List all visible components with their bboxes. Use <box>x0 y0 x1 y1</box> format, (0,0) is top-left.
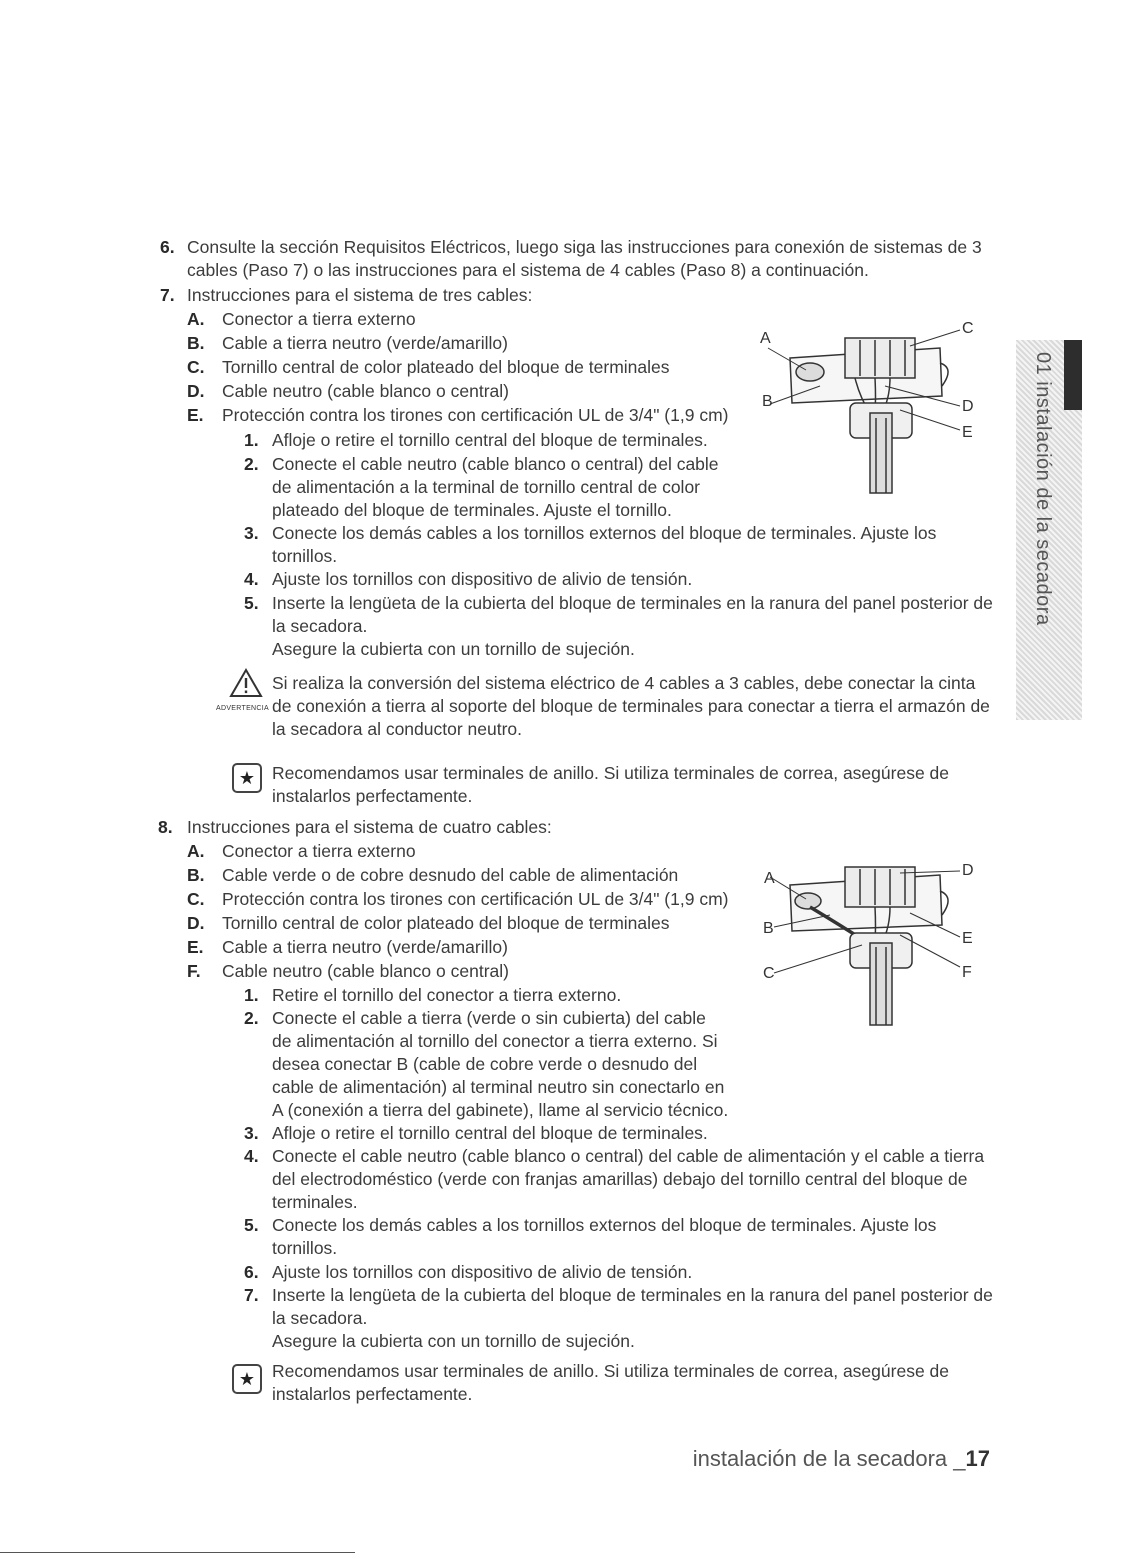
part-text: Cable a tierra neutro (verde/amarillo) <box>222 333 508 353</box>
diagram-label-e: E <box>962 930 973 947</box>
diagram-label-b: B <box>762 393 773 410</box>
note-text: Recomendamos usar terminales de anillo. Si utiliza terminales de correa, asegúrese de <box>272 1361 950 1381</box>
substep-text: desea conectar B (cable de cobre verde o desnudo del <box>272 1054 698 1074</box>
step-7-title: Instrucciones para el sistema de tres cables: <box>187 285 533 305</box>
page-footer <box>693 1446 990 1472</box>
substep-text: Conecte el cable a tierra (verde o sin cubierta) del cable <box>272 1008 706 1028</box>
substep-text: plateado del bloque de terminales. Ajuste el tornillo. <box>272 500 672 520</box>
substep-text: Conecte el cable neutro (cable blanco o central) del cable de alimentación y el cable a tierra <box>272 1146 985 1166</box>
diagram-label-a: A <box>764 870 775 887</box>
warning-text: de conexión a tierra al soporte del bloque de terminales para conectar a tierra el armazón de <box>272 696 990 716</box>
part-letter: B. <box>187 333 205 353</box>
part-letter: C. <box>187 357 205 377</box>
substep-text: Conecte los demás cables a los tornillos externos del bloque de terminales. Ajuste los <box>272 523 937 543</box>
four-wire-terminal-block-diagram <box>750 855 990 1035</box>
bottom-rule <box>0 1552 355 1553</box>
substep-text: A (conexión a tierra del gabinete), llame al servicio técnico. <box>272 1100 729 1120</box>
substep-number: 7. <box>244 1285 259 1305</box>
part-text: Conector a tierra externo <box>222 309 416 329</box>
note-text: instalarlos perfectamente. <box>272 786 473 806</box>
substep-number: 5. <box>244 593 259 613</box>
substep-text: Conecte el cable neutro (cable blanco o central) del cable <box>272 454 719 474</box>
substep-text: Conecte los demás cables a los tornillos externos del bloque de terminales. Ajuste los <box>272 1215 937 1235</box>
warning-text: la secadora al conductor neutro. <box>272 719 523 739</box>
part-text: Conector a tierra externo <box>222 841 416 861</box>
substep-text: Afloje o retire el tornillo central del bloque de terminales. <box>272 1123 708 1143</box>
diagram-label-a: A <box>760 330 771 347</box>
substep-number: 4. <box>244 1146 259 1166</box>
part-text: Cable verde o de cobre desnudo del cable de alimentación <box>222 865 679 885</box>
step-7-number: 7. <box>160 285 175 305</box>
substep-number: 1. <box>244 430 259 450</box>
part-letter: A. <box>187 309 205 329</box>
substep-text: la secadora. <box>272 616 368 636</box>
diagram-label-d: D <box>962 398 974 415</box>
three-wire-terminal-block-diagram <box>750 318 990 498</box>
part-text: Cable neutro (cable blanco o central) <box>222 961 509 981</box>
part-letter: F. <box>187 961 201 981</box>
substep-number: 4. <box>244 569 259 589</box>
page-number: 17 <box>965 1446 990 1471</box>
step-6-number: 6. <box>160 237 175 257</box>
substep-text: Ajuste los tornillos con dispositivo de alivio de tensión. <box>272 1262 693 1282</box>
substep-text: Afloje o retire el tornillo central del bloque de terminales. <box>272 430 708 450</box>
note-text: Recomendamos usar terminales de anillo. Si utiliza terminales de correa, asegúrese de <box>272 763 950 783</box>
substep-text: Inserte la lengüeta de la cubierta del bloque de terminales en la ranura del panel posterior de <box>272 1285 993 1305</box>
footer-section-title: instalación de la secadora _ <box>692 1446 966 1471</box>
substep-text: de alimentación al tornillo del conector a tierra externo. Si <box>272 1031 718 1051</box>
substep-text: cable de alimentación) al terminal neutro sin conectarlo en <box>272 1077 725 1097</box>
diagram-label-c: C <box>763 965 775 982</box>
step-6-line-2: cables (Paso 7) o las instrucciones para el sistema de 4 cables (Paso 8) a continuación. <box>187 260 869 280</box>
substep-number: 5. <box>244 1215 259 1235</box>
substep-number: 2. <box>244 1008 259 1028</box>
part-text: Cable neutro (cable blanco o central) <box>222 381 509 401</box>
diagram-label-e: E <box>962 424 973 441</box>
warning-icon <box>229 668 263 698</box>
substep-text: de alimentación a la terminal de tornillo central de color <box>272 477 701 497</box>
part-letter: C. <box>187 889 205 909</box>
substep-text: tornillos. <box>272 546 338 566</box>
substep-number: 3. <box>244 523 259 543</box>
step-6-line-1: Consulte la sección Requisitos Eléctricos, luego siga las instrucciones para conexión de sistemas de 3 <box>187 237 982 257</box>
substep-text: del electrodoméstico (verde con franjas amarillas) debajo del tornillo central del bloque de <box>272 1169 968 1189</box>
chapter-side-tab-label: 01 instalación de la secadora <box>1032 352 1054 626</box>
part-letter: A. <box>187 841 205 861</box>
note-text: instalarlos perfectamente. <box>272 1384 473 1404</box>
part-letter: D. <box>187 381 205 401</box>
substep-number: 3. <box>244 1123 259 1143</box>
diagram-label-d: D <box>962 862 974 879</box>
part-text: Protección contra los tirones con certificación UL de 3/4" (1,9 cm) <box>222 405 729 425</box>
substep-text: Asegure la cubierta con un tornillo de sujeción. <box>272 1331 635 1351</box>
part-text: Tornillo central de color plateado del bloque de terminales <box>222 357 670 377</box>
substep-text: tornillos. <box>272 1238 338 1258</box>
warning-label: ADVERTENCIA <box>216 705 269 712</box>
substep-number: 6. <box>244 1262 259 1282</box>
chapter-side-tab-marker <box>1064 340 1082 410</box>
warning-text: Si realiza la conversión del sistema eléctrico de 4 cables a 3 cables, debe conectar la cinta <box>272 673 976 693</box>
substep-text: Asegure la cubierta con un tornillo de sujeción. <box>272 639 635 659</box>
diagram-label-b: B <box>763 920 774 937</box>
note-icon: ★ <box>232 763 262 793</box>
step-8-number: 8. <box>158 817 173 837</box>
note-icon: ★ <box>232 1364 262 1394</box>
substep-number: 1. <box>244 985 259 1005</box>
part-text: Tornillo central de color plateado del bloque de terminales <box>222 913 670 933</box>
substep-text: la secadora. <box>272 1308 368 1328</box>
diagram-label-c: C <box>962 320 974 337</box>
substep-number: 2. <box>244 454 259 474</box>
part-letter: E. <box>187 937 204 957</box>
substep-text: terminales. <box>272 1192 358 1212</box>
substep-text: Retire el tornillo del conector a tierra externo. <box>272 985 622 1005</box>
diagram-label-f: F <box>962 964 972 981</box>
step-8-title: Instrucciones para el sistema de cuatro cables: <box>187 817 552 837</box>
substep-text: Inserte la lengüeta de la cubierta del bloque de terminales en la ranura del panel posterior de <box>272 593 993 613</box>
substep-text: Ajuste los tornillos con dispositivo de alivio de tensión. <box>272 569 693 589</box>
part-letter: D. <box>187 913 205 933</box>
part-text: Cable a tierra neutro (verde/amarillo) <box>222 937 508 957</box>
part-text: Protección contra los tirones con certificación UL de 3/4" (1,9 cm) <box>222 889 729 909</box>
part-letter: B. <box>187 865 205 885</box>
part-letter: E. <box>187 405 204 425</box>
